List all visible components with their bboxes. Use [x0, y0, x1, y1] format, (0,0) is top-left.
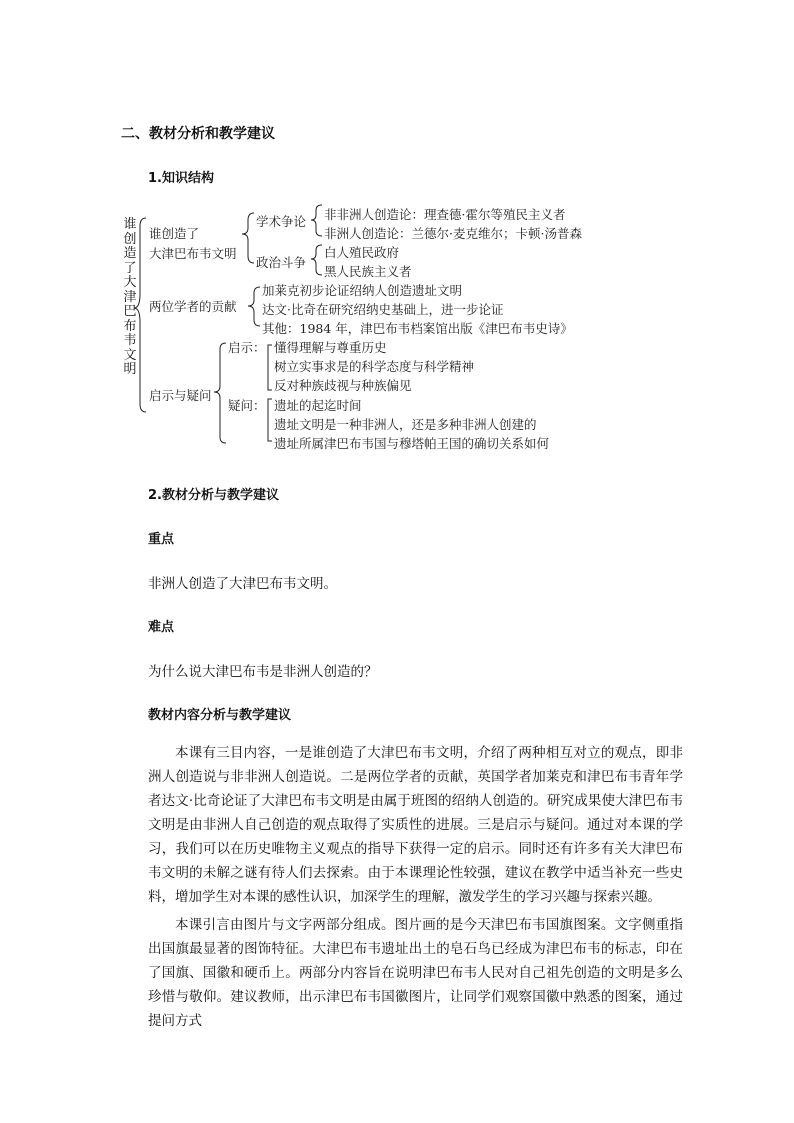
- academic-label: 学术争论: [256, 214, 307, 229]
- branch2-item: 达文·比奇在研究绍纳史基础上，进一步论证: [262, 302, 504, 317]
- political-label: 政治斗争: [256, 255, 307, 270]
- question-label: 疑问：: [228, 398, 266, 413]
- political-bracket: [311, 245, 322, 275]
- inspire-label: 启示：: [228, 340, 266, 355]
- question-item: 遗址的起迄时间: [274, 398, 362, 413]
- branch3-label: 启示与疑问: [149, 388, 212, 403]
- branch1-label-b: 大津巴布韦文明: [149, 246, 237, 261]
- academic-item: 非洲人创造论：兰德尔·麦克维尔；卡顿·汤普森: [324, 226, 582, 241]
- question-bracket: [268, 399, 272, 441]
- difficulty-text: 为什么说大津巴布韦是非洲人创造的？: [148, 664, 378, 680]
- branch2-bracket: [248, 287, 260, 326]
- branch1-bracket: [242, 213, 254, 263]
- key-point-text: 非洲人创造了大津巴布韦文明。: [148, 576, 337, 592]
- difficulty-title: 难点: [148, 620, 175, 635]
- analysis-title: 2.教材分析与教学建议: [148, 488, 279, 503]
- academic-bracket: [311, 205, 322, 236]
- inspire-item: 树立实事求是的科学态度与科学精神: [274, 359, 475, 374]
- content-paragraph-2: 本课引言由图片与文字两部分组成。图片画的是今天津巴布韦国旗图案。文字侧重指出国旗最显著的图饰特征。大津巴布韦遗址出土的皂石鸟已经成为津巴布韦的标志，印在了国旗、国徽和硬币上。两部分内容旨在说明津巴布韦人民对自己祖先创造的文明是多么珍惜与敬仰。建议教师，出示津巴布韦国徽图片，让同学们观察国徽中熟悉的图案，通过提问方式: [148, 917, 683, 1029]
- political-item: 白人殖民政府: [324, 245, 400, 260]
- section-title: 二、教材分析和教学建议: [121, 126, 275, 142]
- content-analysis-title: 教材内容分析与教学建议: [148, 708, 292, 723]
- root-bracket: [134, 218, 146, 412]
- political-item: 黑人民族主义者: [324, 264, 412, 279]
- diagram-root-title: 谁创造了大津巴布韦文明: [123, 217, 137, 377]
- inspire-item: 反对种族歧视与种族偏见: [274, 378, 412, 393]
- question-item: 遗址文明是一种非洲人，还是多种非洲人创建的: [274, 417, 537, 432]
- branch2-label: 两位学者的贡献: [149, 299, 237, 314]
- branch1-label-a: 谁创造了: [149, 226, 200, 241]
- content-paragraph-1: 本课有三目内容，一是谁创造了大津巴布韦文明，介绍了两种相互对立的观点，即非洲人创造说与非非洲人创造说。二是两位学者的贡献，英国学者加莱克和津巴布韦青年学者达文·比奇论证了大津巴布韦文明是由属于班图的绍纳人创造的。研究成果使大津巴布韦文明是由非洲人自己创造的观点取得了实质性的进展。三是启示与疑问。通过对本课的学习，我们可以在历史唯物主义观点的指导下获得一定的启示。同时还有许多有关大津巴布韦文明的未解之谜有待人们去探索。由于本课理论性较强，建议在教学中适当补充一些史料，增加学生对本课的感性认识，加深学生的理解，激发学生的学习兴趣与探索兴趣。: [148, 745, 683, 905]
- key-point-title: 重点: [148, 532, 175, 547]
- branch2-item: 其他：1984 年，津巴布韦档案馆出版《津巴布韦史诗》: [262, 321, 573, 336]
- inspire-item: 懂得理解与尊重历史: [274, 340, 387, 355]
- knowledge-structure-title: 1.知识结构: [148, 171, 214, 186]
- question-item: 遗址所属津巴布韦国与穆塔帕王国的确切关系如何: [274, 436, 550, 451]
- branch3-bracket: [214, 343, 226, 443]
- inspire-bracket: [268, 345, 272, 390]
- academic-item: 非非洲人创造论：理查德·霍尔等殖民主义者: [324, 207, 566, 222]
- branch2-item: 加莱克初步论证绍纳人创造遗址文明: [262, 283, 463, 298]
